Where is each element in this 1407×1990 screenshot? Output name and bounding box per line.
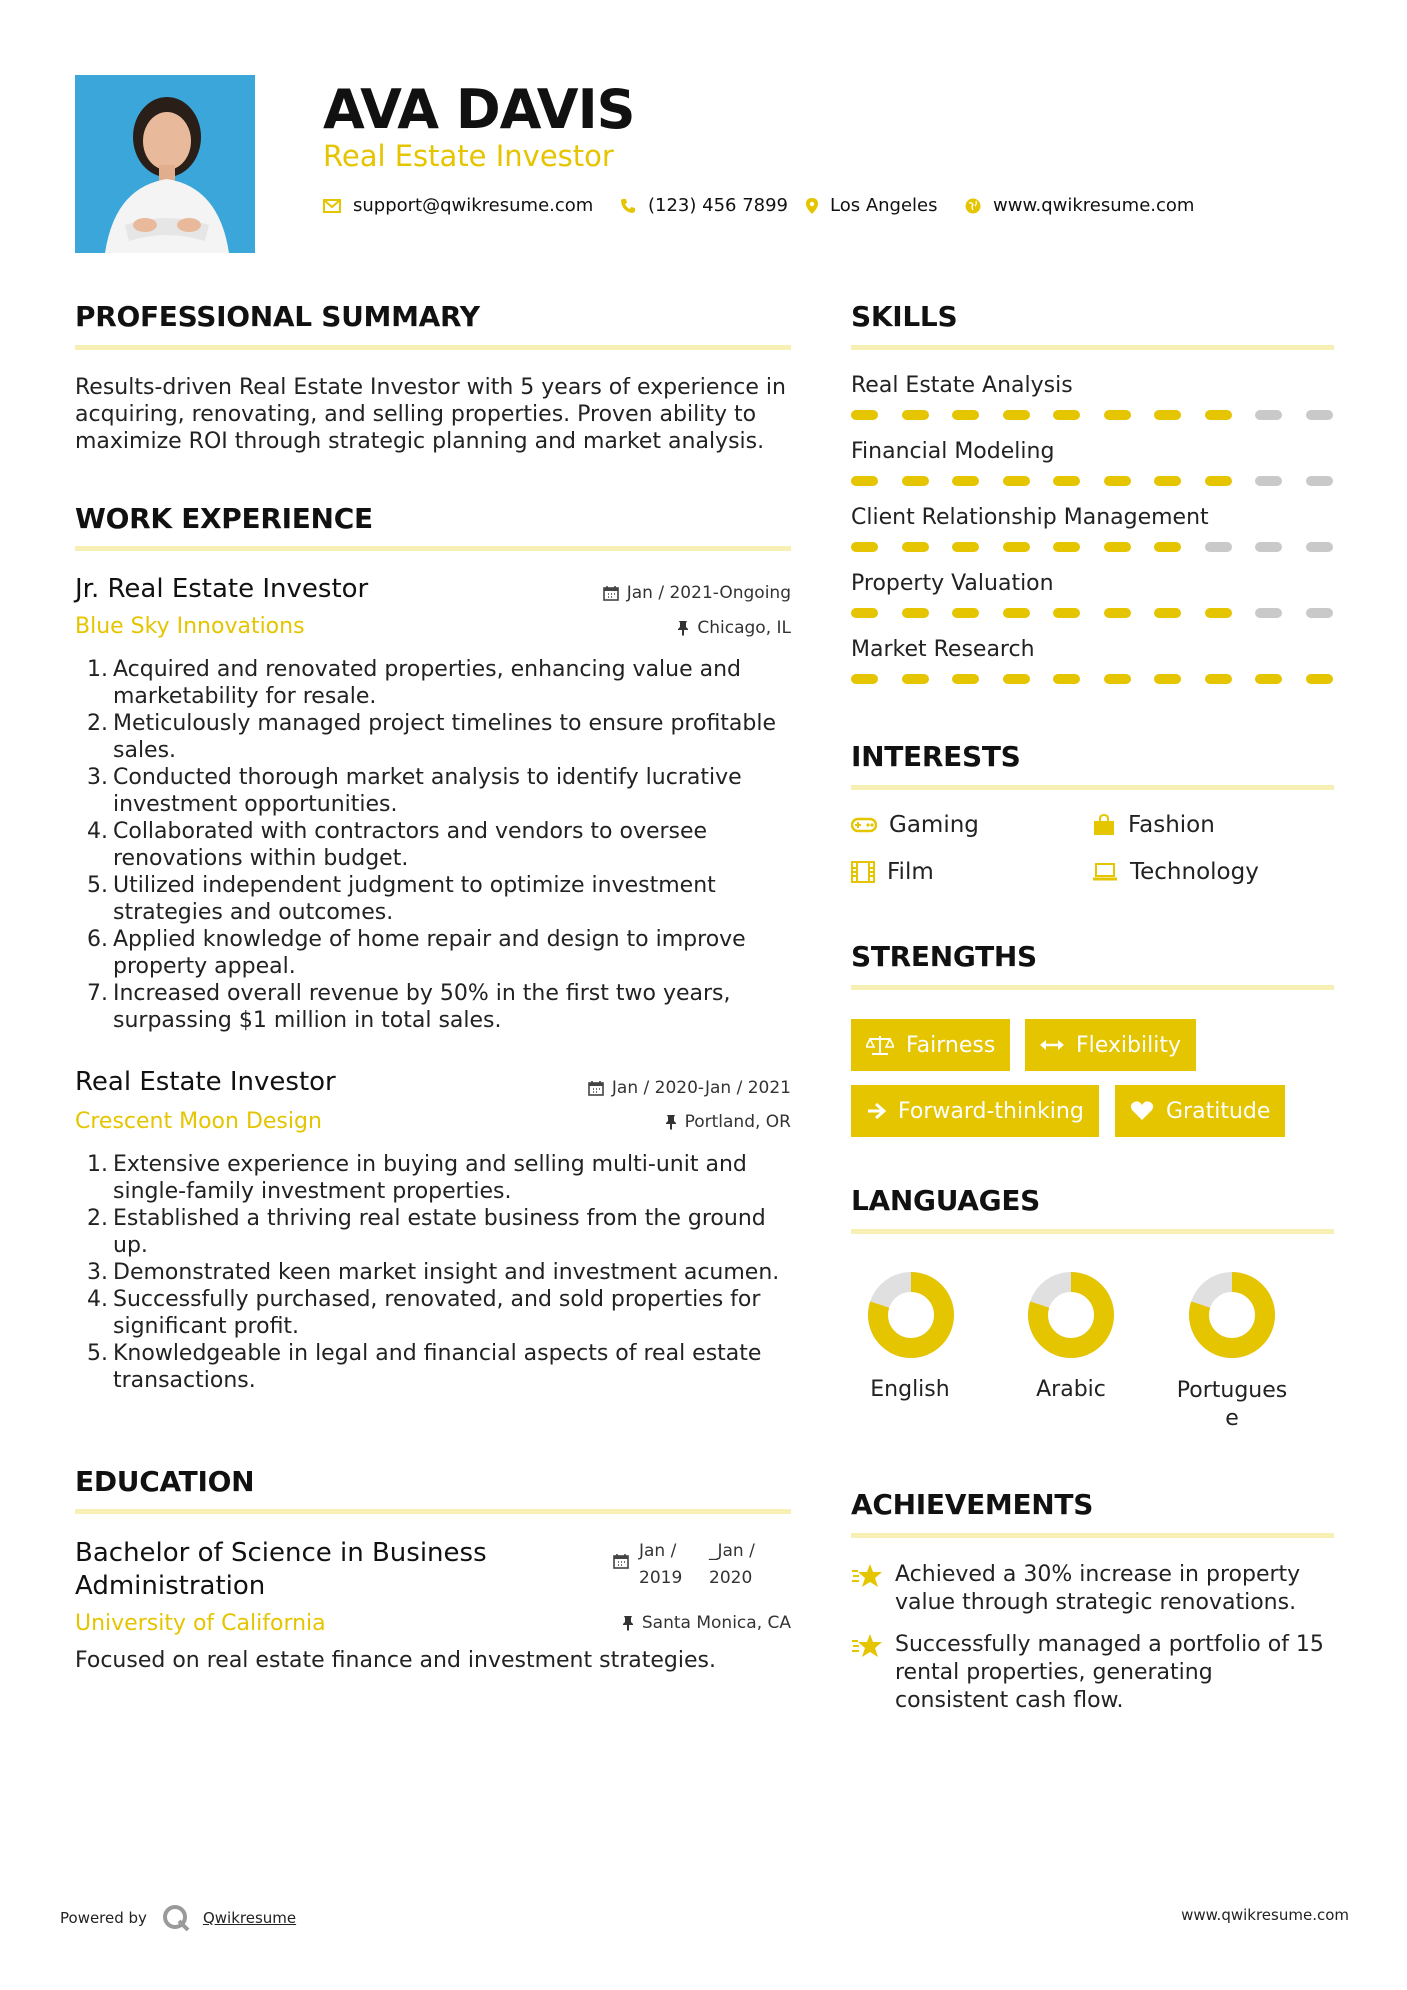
duty-item: Increased overall revenue by 50% in the first two years, surpassing $1 million in total sales. [113, 981, 731, 1033]
date-text: 2019 [639, 1568, 683, 1588]
strengths-divider [851, 985, 1334, 990]
skill-level-dot [1154, 476, 1181, 486]
skill-level-dot [1255, 542, 1282, 552]
skill-level-dot [1205, 410, 1232, 420]
website-text: www.qwikresume.com [993, 195, 1195, 216]
skill-level-dot [1104, 410, 1131, 420]
job-location [677, 618, 791, 638]
contact-phone[interactable] [620, 195, 788, 216]
language-label-line: Portugues [1176, 1378, 1288, 1403]
job-date [588, 1078, 791, 1098]
job-duties [93, 656, 793, 1034]
contact-email[interactable] [323, 195, 593, 216]
skill-name: Property Valuation [851, 571, 1054, 596]
strengths-title: STRENGTHS [851, 940, 1037, 973]
calendar-icon [613, 1553, 629, 1573]
job-title: Real Estate Investor [75, 1067, 336, 1097]
skill-level-dot [1053, 608, 1080, 618]
skill-level-dot [1205, 542, 1232, 552]
degree-line: Bachelor of Science in Business [75, 1538, 487, 1568]
date-text: 2020 [709, 1568, 753, 1588]
education-divider [75, 1509, 791, 1514]
skill-level-dot [952, 608, 979, 618]
skill-level-dot [1104, 674, 1131, 684]
duty-item: Meticulously managed project timelines to ensure profitable sales. [113, 711, 777, 763]
languages-title: LANGUAGES [851, 1184, 1041, 1217]
date-text: _Jan / [709, 1541, 755, 1561]
strength-chip [851, 1085, 1099, 1137]
achievement-item [851, 1631, 1324, 1715]
language-label-line: e [1225, 1406, 1239, 1431]
shopping-bag-icon [1092, 814, 1116, 836]
laptop-icon [1092, 862, 1118, 882]
skill-row [851, 505, 1334, 571]
skill-level-dot [1003, 542, 1030, 552]
film-icon [851, 861, 875, 883]
interest-item [1092, 812, 1215, 838]
envelope-icon [323, 199, 341, 213]
brand-link[interactable]: Qwikresume [202, 1909, 297, 1927]
achievement-line: Successfully managed a portfolio of 15 [895, 1632, 1324, 1657]
skills-divider [851, 345, 1334, 350]
strength-label: Gratitude [1166, 1098, 1271, 1124]
skill-level-dot [1205, 476, 1232, 486]
pin-icon [677, 620, 689, 636]
skill-level-bar [851, 542, 1334, 552]
skill-row [851, 637, 1334, 703]
skill-level-dot [1205, 608, 1232, 618]
skill-level-dot [1053, 476, 1080, 486]
email-text: support@qwikresume.com [353, 195, 594, 216]
pin-icon [622, 1615, 634, 1631]
degree-line: Administration [75, 1571, 266, 1601]
language-ring [868, 1272, 954, 1362]
duty-item: Knowledgeable in legal and financial aspects of real estate transactions. [113, 1341, 762, 1393]
summary-line: maximize ROI through strategic planning and market analysis. [75, 429, 765, 454]
interest-label: Gaming [889, 812, 979, 838]
skill-level-dot [952, 542, 979, 552]
skills-list [851, 373, 1334, 703]
strength-label: Flexibility [1076, 1032, 1181, 1058]
profile-photo [75, 75, 255, 253]
strength-label: Fairness [906, 1032, 996, 1058]
experience-divider [75, 546, 791, 551]
skill-level-bar [851, 476, 1334, 486]
skill-level-dot [1053, 674, 1080, 684]
arrows-horizontal-icon [1040, 1038, 1064, 1052]
education-title: EDUCATION [75, 1465, 255, 1498]
skill-level-bar [851, 410, 1334, 420]
duty-item: Successfully purchased, renovated, and sold properties for significant profit. [113, 1287, 761, 1339]
skill-level-dot [1053, 410, 1080, 420]
summary-text [75, 374, 795, 455]
interest-label: Technology [1130, 859, 1259, 885]
skill-level-dot [1306, 410, 1333, 420]
skill-row [851, 571, 1334, 637]
interest-label: Fashion [1128, 812, 1215, 838]
skill-level-dot [1003, 410, 1030, 420]
skill-level-bar [851, 608, 1334, 618]
star-badge-icon [851, 1633, 883, 1659]
location-text: Los Angeles [830, 195, 938, 216]
skill-level-dot [851, 608, 878, 618]
skill-row [851, 439, 1334, 505]
footer-branding [60, 1903, 296, 1933]
skill-level-dot [1255, 410, 1282, 420]
summary-title: PROFESSIONAL SUMMARY [75, 300, 480, 333]
skill-name: Client Relationship Management [851, 505, 1209, 530]
interest-item [851, 812, 979, 838]
job-location [665, 1112, 791, 1132]
skill-level-dot [902, 608, 929, 618]
education-date-end [709, 1538, 755, 1592]
arrow-right-icon [866, 1102, 886, 1120]
skill-level-dot [902, 674, 929, 684]
summary-line: Results-driven Real Estate Investor with 5 years of experience in [75, 375, 786, 400]
map-marker-icon [806, 198, 818, 214]
skill-level-dot [1306, 542, 1333, 552]
education-description: Focused on real estate finance and investment strategies. [75, 1648, 716, 1673]
duty-item: Acquired and renovated properties, enhancing value and marketability for resale. [113, 657, 742, 709]
skill-level-dot [952, 410, 979, 420]
heart-icon [1130, 1101, 1154, 1121]
education-date-start [639, 1538, 682, 1592]
job-date [603, 583, 791, 603]
interest-item [1092, 859, 1259, 885]
skill-level-dot [1205, 674, 1232, 684]
candidate-role: Real Estate Investor [323, 139, 614, 173]
strength-chip [851, 1019, 1010, 1071]
contact-website[interactable] [965, 195, 1194, 216]
skill-level-bar [851, 674, 1334, 684]
skill-level-dot [1154, 410, 1181, 420]
calendar-icon [588, 1080, 604, 1096]
skill-level-dot [902, 410, 929, 420]
summary-line: acquiring, renovating, and selling properties. Proven ability to [75, 402, 757, 427]
summary-divider [75, 345, 791, 350]
skill-level-dot [902, 476, 929, 486]
candidate-name: AVA DAVIS [323, 78, 635, 141]
duty-item: Conducted thorough market analysis to identify lucrative investment opportunities. [113, 765, 742, 817]
strength-chip [1115, 1085, 1285, 1137]
achievement-line: rental properties, generating [895, 1660, 1213, 1685]
skill-level-dot [1154, 674, 1181, 684]
duty-item: Established a thriving real estate business from the ground up. [113, 1206, 766, 1258]
duty-item: Applied knowledge of home repair and design to improve property appeal. [113, 927, 746, 979]
job-date-text: Jan / 2020-Jan / 2021 [611, 1078, 791, 1098]
skill-row [851, 373, 1334, 439]
language-label [1152, 1377, 1312, 1433]
powered-by-text: Powered by [60, 1909, 147, 1927]
job-location-text: Chicago, IL [697, 618, 791, 638]
education-location-text: Santa Monica, CA [641, 1613, 791, 1633]
interests-title: INTERESTS [851, 740, 1021, 773]
language-label: Arabic [1036, 1377, 1106, 1402]
achievements-divider [851, 1533, 1334, 1538]
skill-level-dot [851, 410, 878, 420]
strength-chip [1025, 1019, 1196, 1071]
skill-level-dot [851, 476, 878, 486]
gamepad-icon [851, 817, 877, 833]
company-name: Blue Sky Innovations [75, 614, 305, 639]
skill-level-dot [1255, 608, 1282, 618]
experience-title: WORK EXPERIENCE [75, 502, 373, 535]
job-date-text: Jan / 2021-Ongoing [626, 583, 791, 603]
duty-item: Collaborated with contractors and vendors to oversee renovations within budget. [113, 819, 708, 871]
languages-divider [851, 1229, 1334, 1234]
interests-divider [851, 785, 1334, 790]
language-ring [1028, 1272, 1114, 1362]
job-duties [93, 1151, 793, 1394]
education-location [622, 1613, 791, 1633]
language-ring [1189, 1272, 1275, 1362]
skill-level-dot [851, 674, 878, 684]
duty-item: Demonstrated keen market insight and investment acumen. [113, 1260, 780, 1285]
skill-level-dot [1255, 674, 1282, 684]
skill-level-dot [1053, 542, 1080, 552]
achievement-line: consistent cash flow. [895, 1688, 1124, 1713]
skill-level-dot [1104, 608, 1131, 618]
interest-label: Film [887, 859, 934, 885]
company-name: Crescent Moon Design [75, 1109, 322, 1134]
duty-item: Utilized independent judgment to optimize investment strategies and outcomes. [113, 873, 716, 925]
skill-level-dot [1003, 674, 1030, 684]
skill-level-dot [1154, 608, 1181, 618]
skill-level-dot [1003, 608, 1030, 618]
skill-level-dot [1003, 476, 1030, 486]
language-label: English [870, 1377, 950, 1402]
skill-level-dot [902, 542, 929, 552]
phone-text: (123) 456 7899 [648, 195, 789, 216]
skill-name: Real Estate Analysis [851, 373, 1073, 398]
job-title: Jr. Real Estate Investor [75, 574, 369, 604]
skill-level-dot [1154, 542, 1181, 552]
achievement-item [851, 1561, 1300, 1617]
school-name: University of California [75, 1611, 326, 1636]
achievement-line: value through strategic renovations. [895, 1590, 1297, 1615]
skill-name: Financial Modeling [851, 439, 1055, 464]
skill-level-dot [1306, 608, 1333, 618]
date-text: Jan / [639, 1541, 677, 1561]
skill-level-dot [1104, 476, 1131, 486]
qwikresume-logo-icon [161, 1903, 191, 1933]
pin-icon [665, 1114, 677, 1130]
achievement-line: Achieved a 30% increase in property [895, 1562, 1301, 1587]
skill-level-dot [851, 542, 878, 552]
duty-item: Extensive experience in buying and selling multi-unit and single-family investment properties. [113, 1152, 747, 1204]
skill-level-dot [1306, 674, 1333, 684]
strength-label: Forward-thinking [898, 1098, 1084, 1124]
calendar-icon [603, 585, 619, 601]
globe-icon [965, 198, 981, 214]
balance-scale-icon [866, 1034, 894, 1056]
skill-name: Market Research [851, 637, 1035, 662]
contact-location [806, 195, 938, 216]
skill-level-dot [1306, 476, 1333, 486]
interest-item [851, 859, 934, 885]
skill-level-dot [952, 674, 979, 684]
skill-level-dot [1255, 476, 1282, 486]
achievements-title: ACHIEVEMENTS [851, 1488, 1094, 1521]
footer-url[interactable]: www.qwikresume.com [1181, 1906, 1349, 1924]
star-badge-icon [851, 1563, 883, 1589]
skill-level-dot [952, 476, 979, 486]
job-location-text: Portland, OR [684, 1112, 791, 1132]
phone-icon [620, 198, 636, 214]
degree-title [75, 1537, 487, 1603]
skill-level-dot [1104, 542, 1131, 552]
skills-title: SKILLS [851, 300, 958, 333]
